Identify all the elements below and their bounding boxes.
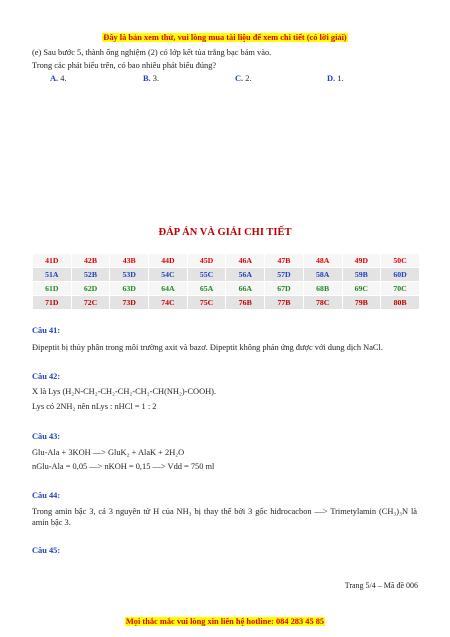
- answer-cell: 43B: [110, 254, 149, 268]
- answer-cell: 69C: [342, 282, 381, 296]
- option-d-letter: D.: [327, 74, 336, 83]
- answer-row: [33, 254, 420, 268]
- solution-41-heading: Câu 41:: [32, 326, 61, 335]
- answer-cell: 64A: [149, 282, 188, 296]
- answer-cell: 68B: [303, 282, 342, 296]
- answer-cell: 45D: [187, 254, 226, 268]
- answer-cell: 41D: [33, 254, 72, 268]
- option-d: [327, 74, 344, 83]
- option-a: [50, 74, 67, 83]
- answer-key-table: [32, 253, 420, 310]
- option-b: [143, 74, 159, 83]
- answer-cell: 55C: [187, 268, 226, 282]
- solution-43-line-2: nGlu-Ala = 0,05 —> nKOH = 0,15 —> Vdd = 750 ml: [32, 462, 215, 471]
- answer-cell: 57D: [265, 268, 304, 282]
- answer-cell: 52B: [71, 268, 110, 282]
- answer-row: [33, 296, 420, 310]
- answer-cell: 67D: [265, 282, 304, 296]
- option-c-text: 2.: [245, 74, 252, 83]
- answer-cell: 44D: [149, 254, 188, 268]
- answer-options: [50, 74, 390, 85]
- answer-row: [33, 282, 420, 296]
- answer-cell: 76B: [226, 296, 265, 310]
- hotline-banner: [0, 617, 450, 626]
- answer-cell: 58A: [303, 268, 342, 282]
- answer-cell: 54C: [149, 268, 188, 282]
- answer-cell: 66A: [226, 282, 265, 296]
- answer-cell: 70C: [381, 282, 420, 296]
- solution-45-heading: Câu 45:: [32, 546, 61, 555]
- answer-cell: 61D: [33, 282, 72, 296]
- answer-cell: 78C: [303, 296, 342, 310]
- answer-cell: 48A: [303, 254, 342, 268]
- page-footer: Trang 5/4 – Mã đề 006: [344, 581, 418, 590]
- solution-41-text: Đipeptit bị thủy phân trong môi trường axit và bazơ. Đipeptit không phản ứng được với dung dịch NaCl.: [32, 343, 383, 352]
- answer-cell: 65A: [187, 282, 226, 296]
- answer-cell: 77B: [265, 296, 304, 310]
- preview-notice-banner: [0, 33, 450, 42]
- answer-cell: 72C: [71, 296, 110, 310]
- answer-cell: 62D: [71, 282, 110, 296]
- answer-cell: 42B: [71, 254, 110, 268]
- solution-42-heading: Câu 42:: [32, 372, 61, 381]
- answer-cell: 71D: [33, 296, 72, 310]
- statement-e: (e) Sau bước 5, thành ống nghiệm (2) có lớp kết tủa trắng bạc bám vào.: [32, 48, 272, 57]
- solution-44-heading: Câu 44:: [32, 491, 61, 500]
- answer-row: [33, 268, 420, 282]
- solution-43-line-1: Glu-Ala + 3KOH —> GluK₂ + AlaK + 2H₂O: [32, 448, 185, 457]
- answer-cell: 47B: [265, 254, 304, 268]
- option-c-letter: C.: [235, 74, 244, 83]
- answer-cell: 50C: [381, 254, 420, 268]
- answer-cell: 79B: [342, 296, 381, 310]
- answer-cell: 80B: [381, 296, 420, 310]
- answer-cell: 46A: [226, 254, 265, 268]
- answer-cell: 59B: [342, 268, 381, 282]
- answer-cell: 74C: [149, 296, 188, 310]
- answer-cell: 51A: [33, 268, 72, 282]
- option-d-text: 1.: [337, 74, 344, 83]
- option-c: [235, 74, 252, 83]
- preview-notice-text: Đây là bản xem thử, vui lòng mua tài liệu để xem chi tiết (có lời giải): [103, 33, 347, 42]
- solution-44-text: Trong amin bậc 3, cả 3 nguyên tử H của NH₃ bị thay thế bởi 3 gốc hiđrocacbon —> Trimetylamin (CH₃)₃N là amin bậc 3.: [32, 507, 417, 527]
- question-prompt: Trong các phát biểu trên, có bao nhiêu phát biểu đúng?: [32, 61, 217, 70]
- answer-section-title: ĐÁP ÁN VÀ GIẢI CHI TIẾT: [158, 227, 292, 238]
- solution-42-line-2: Lys có 2NH₂ nên nLys : nHCl = 1 : 2: [32, 402, 157, 411]
- option-a-letter: A.: [50, 74, 59, 83]
- option-b-letter: B.: [143, 74, 151, 83]
- answer-cell: 75C: [187, 296, 226, 310]
- option-b-text: 3.: [152, 74, 160, 83]
- answer-cell: 63D: [110, 282, 149, 296]
- answer-cell: 53D: [110, 268, 149, 282]
- solution-42-line-1: X là Lys (H₂N-CH₂-CH₂-CH₂-CH₂-CH(NH₂)-COOH).: [32, 387, 217, 396]
- answer-cell: 56A: [226, 268, 265, 282]
- solution-43-heading: Câu 43:: [32, 432, 61, 441]
- hotline-text: Mọi thắc mắc vui lòng xin liên hệ hotline: 084 283 45 85: [125, 617, 325, 626]
- option-a-text: 4.: [60, 74, 67, 83]
- answer-cell: 60D: [381, 268, 420, 282]
- answer-cell: 73D: [110, 296, 149, 310]
- answer-cell: 49D: [342, 254, 381, 268]
